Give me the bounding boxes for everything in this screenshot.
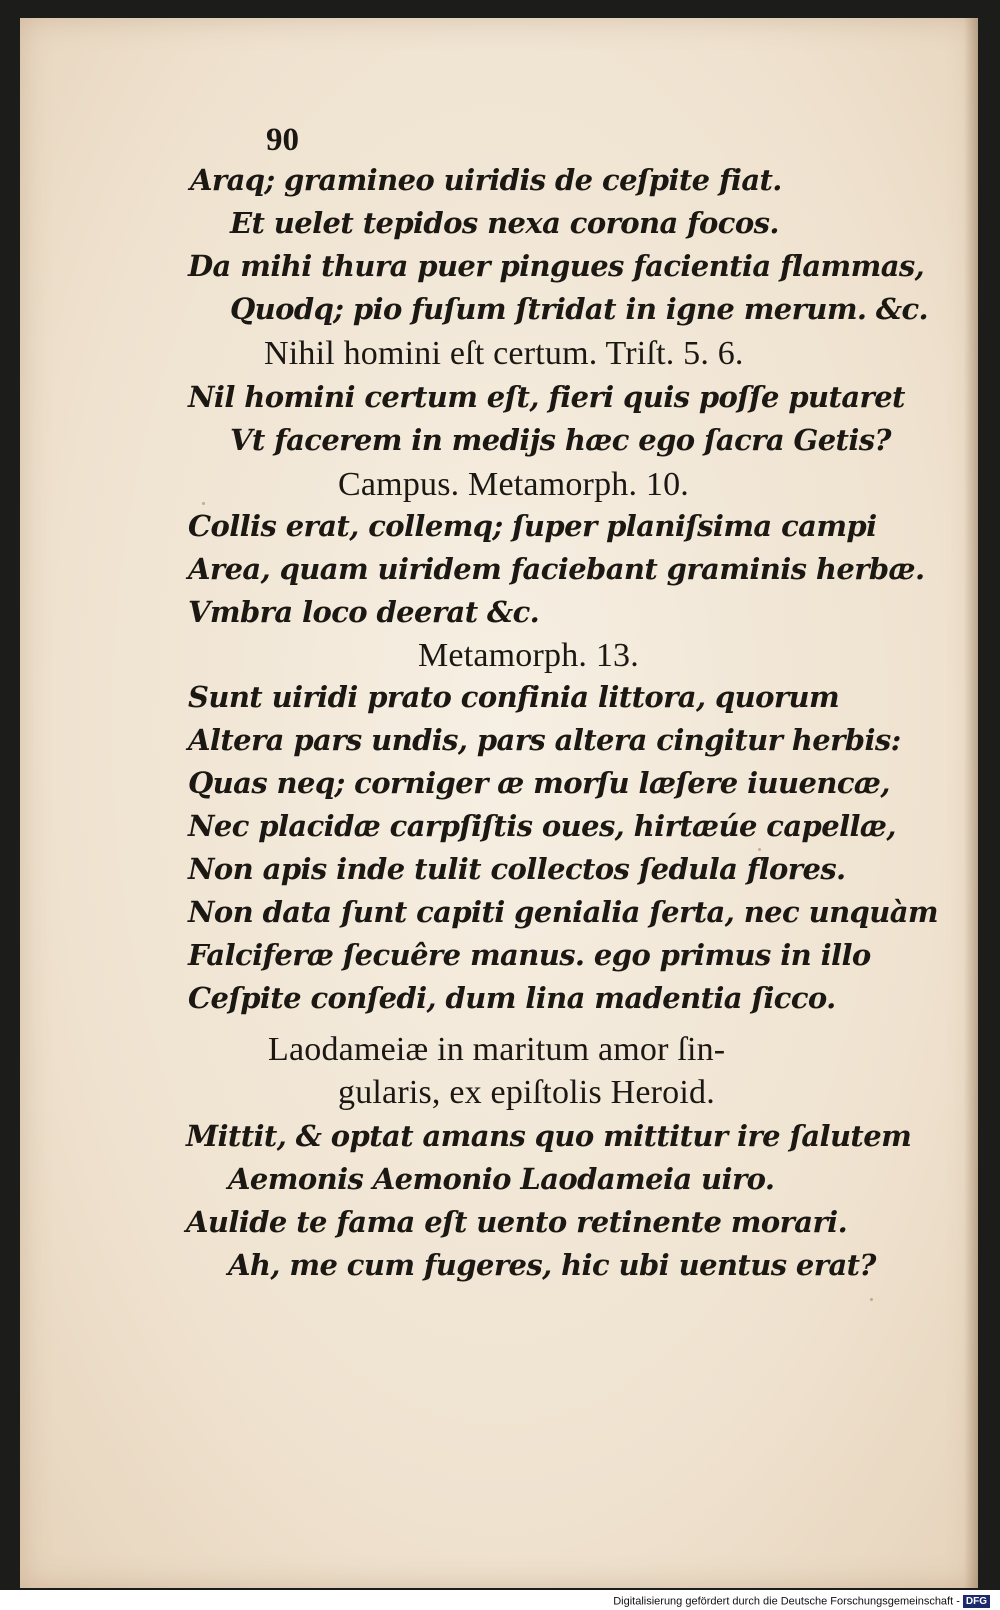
section-heading-nihil: Nihil homini eſt certum. Triſt. 5. 6. — [264, 335, 744, 372]
dfg-logo: DFG — [963, 1595, 990, 1608]
verse-line-4: Quodq; pio fuſum ſtridat in igne merum. &c. — [230, 292, 929, 326]
verse-line-25: Aulide te fama eſt uento retinente morari. — [186, 1205, 848, 1239]
paper-speck — [870, 1298, 873, 1301]
verse-line-3: Da mihi thura puer pingues facientia flammas, — [188, 249, 925, 283]
section-heading-campus: Campus. Metamorph. 10. — [338, 466, 689, 503]
verse-line-17: Non apis inde tulit collectos ſedula flores. — [188, 852, 846, 886]
verse-line-1: Araq; gramineo uiridis de ceſpite fiat. — [190, 163, 782, 197]
verse-line-15: Quas neq; corniger æ morſu læſere iuuencæ, — [188, 766, 890, 800]
page-edge-shadow — [964, 18, 978, 1588]
section-heading-laodameia-2: gularis, ex epiſtolis Heroid. — [338, 1074, 715, 1111]
digitization-credit — [613, 1595, 990, 1608]
paper-speck — [202, 502, 205, 505]
verse-line-10: Area, quam uiridem faciebant graminis herbæ. — [188, 552, 925, 586]
verse-line-2: Et uelet tepidos nexa corona focos. — [230, 206, 779, 240]
page-number: 90 — [266, 122, 299, 158]
verse-line-14: Altera pars undis, pars altera cingitur herbis: — [188, 723, 901, 757]
verse-line-18: Non data ſunt capiti genialia ſerta, nec unquàm — [188, 895, 938, 929]
section-heading-metamorph-13: Metamorph. 13. — [418, 637, 639, 674]
verse-line-6: Nil homini certum eſt, fieri quis poſſe putaret — [188, 380, 905, 414]
verse-line-20: Ceſpite conſedi, dum lina madentia ſicco. — [188, 981, 836, 1015]
verse-line-24: Aemonis Aemonio Laodameia uiro. — [228, 1162, 775, 1196]
verse-line-26: Ah, me cum fugeres, hic ubi uentus erat? — [228, 1248, 876, 1282]
verse-line-9: Collis erat, collemq; ſuper planiſsima campi — [188, 509, 877, 543]
verse-line-13: Sunt uiridi prato confinia littora, quorum — [188, 680, 840, 714]
verse-line-16: Nec placidæ carpſiſtis oues, hirtæúe capellæ, — [188, 809, 896, 843]
paper-speck — [758, 848, 761, 851]
verse-line-19: Falciferæ ſecuêre manus. ego primus in illo — [188, 938, 871, 972]
verse-line-23: Mittit, & optat amans quo mittitur ire ſalutem — [186, 1119, 912, 1153]
credit-text: Digitalisierung gefördert durch die Deutsche Forschungsgemeinschaft - — [613, 1595, 960, 1608]
book-page — [20, 18, 978, 1588]
section-heading-laodameia-1: Laodameiæ in maritum amor ſin- — [268, 1031, 726, 1068]
verse-line-11: Vmbra loco deerat &c. — [188, 595, 540, 629]
verse-line-7: Vt facerem in medijs hæc ego ſacra Getis? — [230, 423, 891, 457]
